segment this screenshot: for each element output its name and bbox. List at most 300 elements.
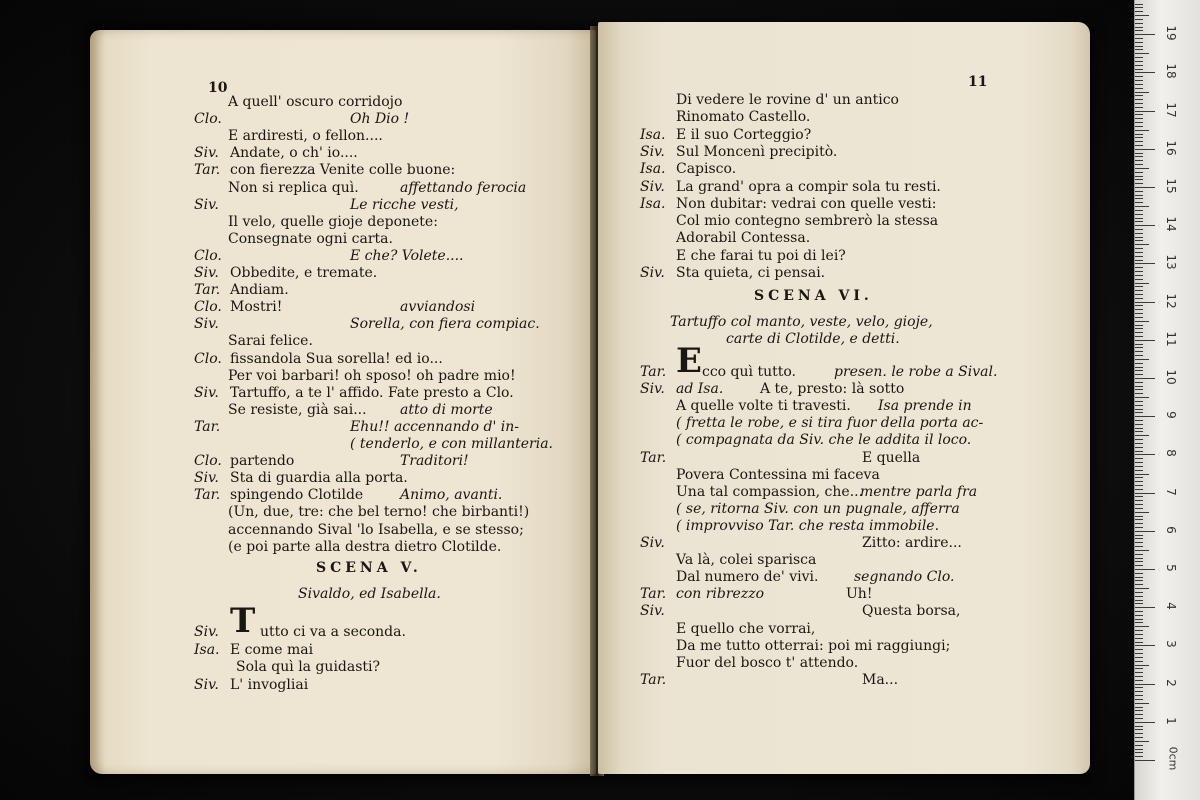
dialogue-line: Capisco. <box>676 161 737 178</box>
stage-direction: Zitto: ardire... <box>862 535 962 551</box>
ruler-tick <box>1135 470 1143 471</box>
ruler-tick <box>1135 19 1143 20</box>
dialogue-line: Il velo, quelle gioje deponete: <box>228 213 438 230</box>
ruler-number: 9 <box>1164 411 1178 419</box>
speaker-label: Clo. <box>194 247 222 264</box>
ruler-tick <box>1135 38 1143 39</box>
ruler-tick <box>1135 137 1143 138</box>
ruler-tick <box>1135 607 1155 608</box>
ruler-tick <box>1135 592 1143 593</box>
ruler-tick <box>1135 4 1143 5</box>
drop-cap: E <box>676 341 702 381</box>
ruler-tick <box>1135 642 1143 643</box>
scene-title: SCENA VI. <box>754 288 873 304</box>
dialogue-line: accennando Sival 'lo Isabella, e se stesso; <box>228 521 524 538</box>
ruler-tick <box>1135 500 1143 501</box>
ruler-tick <box>1135 53 1149 54</box>
ruler-tick <box>1135 267 1143 268</box>
ruler-number: 17 <box>1164 101 1178 118</box>
speaker-label: Tar. <box>194 162 221 179</box>
dialogue-line: A quelle volte ti travesti. <box>676 398 851 415</box>
dialogue-line: Mostri! <box>230 299 283 316</box>
ruler-number: 15 <box>1164 178 1178 194</box>
ruler-tick <box>1135 588 1149 589</box>
ruler-tick <box>1135 298 1143 299</box>
ruler-tick <box>1135 684 1155 685</box>
dialogue-line: (Un, due, tre: che bel terno! che birbanti!) <box>228 504 530 521</box>
ruler-tick <box>1135 49 1143 50</box>
stage-direction: mentre parla fra <box>860 483 978 500</box>
page-number: 10 <box>208 80 228 96</box>
ruler-tick <box>1135 114 1143 115</box>
dialogue-line: Non si replica quì. <box>228 179 359 196</box>
ruler-tick <box>1135 596 1143 597</box>
speaker-label: Tar. <box>194 418 221 435</box>
ruler-tick <box>1135 504 1143 505</box>
ruler-tick <box>1135 92 1149 93</box>
stage-direction: segnando Clo. <box>854 569 955 586</box>
ruler-tick <box>1135 401 1143 402</box>
ruler-tick <box>1135 752 1143 753</box>
ruler-tick <box>1135 428 1143 429</box>
dialogue-line: E quello che vorrai, <box>676 620 816 637</box>
ruler-tick <box>1135 351 1143 352</box>
ruler-tick <box>1135 531 1155 532</box>
ruler-tick <box>1135 611 1143 612</box>
ruler-tick <box>1135 546 1143 547</box>
ruler-tick <box>1135 382 1143 383</box>
ruler-number: 7 <box>1164 487 1178 496</box>
speaker-label: Isa. <box>640 126 666 143</box>
ruler-number: 12 <box>1164 292 1178 309</box>
ruler-number: 1 <box>1164 716 1178 725</box>
ruler-tick <box>1135 538 1143 539</box>
speaker-label: Siv. <box>194 316 219 333</box>
ruler-number: 19 <box>1164 25 1178 41</box>
dialogue-line: Andiam. <box>230 282 289 299</box>
dialogue-line: A quell' oscuro corridojo <box>228 94 403 110</box>
ruler-tick <box>1135 695 1143 696</box>
stage-direction: Animo, avanti. <box>400 487 503 504</box>
ruler-tick <box>1135 477 1143 478</box>
ruler-tick <box>1135 344 1143 345</box>
stage-direction: Sorella, con fiera compiac. <box>350 316 540 333</box>
ruler-tick <box>1135 340 1155 341</box>
dialogue-line: Va là, colei sparisca <box>676 552 817 569</box>
stage-direction: Isa prende in <box>878 398 972 415</box>
ruler-tick <box>1135 493 1155 494</box>
ruler-tick <box>1135 176 1143 177</box>
speaker-label: Clo. <box>194 111 222 128</box>
ruler-tick <box>1135 665 1149 666</box>
dialogue-line: ( improvviso Tar. che resta immobile. <box>676 517 940 534</box>
stage-direction: Oh Dio ! <box>350 111 410 128</box>
stage-direction: Le ricche vesti, <box>350 196 459 213</box>
ruler-tick <box>1135 749 1143 750</box>
ruler-tick <box>1135 634 1143 635</box>
dialogue-line: ( compagnata da Siv. che le addita il loco. <box>676 432 972 449</box>
speaker-label: Tar. <box>194 487 221 504</box>
ruler-tick <box>1135 336 1143 337</box>
speaker-label: Tar. <box>640 671 667 688</box>
ruler-tick <box>1135 420 1143 421</box>
ruler-tick <box>1135 707 1143 708</box>
speaker-label: Siv. <box>640 143 665 160</box>
ruler-tick <box>1135 657 1143 658</box>
ruler-tick <box>1135 535 1143 536</box>
dialogue-line: La grand' opra a compir sola tu resti. <box>676 178 941 195</box>
ruler-number: 11 <box>1164 331 1178 347</box>
stage-direction: affettando ferocia <box>400 179 527 196</box>
ruler-tick <box>1135 653 1143 654</box>
ruler-tick <box>1135 260 1143 261</box>
ruler-tick <box>1135 283 1149 284</box>
measuring-ruler <box>1134 0 1200 800</box>
ruler-tick <box>1135 718 1143 719</box>
dialogue-line: Di vedere le rovine d' un antico <box>676 92 899 108</box>
ruler-tick <box>1135 577 1143 578</box>
stage-direction: avviandosi <box>400 299 476 316</box>
ruler-tick <box>1135 99 1143 100</box>
ruler-tick <box>1135 107 1143 108</box>
ruler-tick <box>1135 134 1143 135</box>
ruler-tick <box>1135 149 1155 150</box>
ruler-number: 6 <box>1164 525 1178 534</box>
dialogue-line: Povera Contessina mi faceva <box>676 466 880 483</box>
dialogue-line: L' invogliai <box>230 676 309 693</box>
scene-cast-line-1: Tartuffo col manto, veste, velo, gioje, <box>670 314 933 330</box>
ruler-tick <box>1135 474 1149 475</box>
dialogue-line: partendo <box>230 453 295 470</box>
scene-cast-line-2: carte di Clotilde, e detti. <box>726 331 900 347</box>
dialogue-line: Sarai felice. <box>228 333 313 350</box>
ruler-tick <box>1135 332 1143 333</box>
ruler-tick <box>1135 27 1143 28</box>
dialogue-line: Sola quì la guidasti? <box>236 659 381 675</box>
ruler-tick <box>1135 584 1143 585</box>
ruler-tick <box>1135 34 1155 35</box>
ruler-tick <box>1135 615 1143 616</box>
ruler-tick <box>1135 156 1143 157</box>
ruler-tick <box>1135 279 1143 280</box>
ruler-tick <box>1135 645 1155 646</box>
dialogue-line: Per voi barbari! oh sposo! oh padre mio! <box>228 367 516 384</box>
stage-direction: Uh! <box>846 586 873 603</box>
ruler-tick <box>1135 7 1143 8</box>
stage-direction: E che? Volete.... <box>350 247 464 264</box>
ruler-tick <box>1135 451 1143 452</box>
ruler-tick <box>1135 691 1143 692</box>
ruler-tick <box>1135 393 1143 394</box>
speaker-label: Siv. <box>640 535 665 551</box>
ruler-tick <box>1135 710 1143 711</box>
ruler-tick <box>1135 703 1149 704</box>
dialogue-line: Andate, o ch' io.... <box>230 145 358 162</box>
ruler-tick <box>1135 328 1143 329</box>
ruler-tick <box>1135 111 1155 112</box>
page-number: 11 <box>968 74 988 90</box>
ruler-number: 8 <box>1164 449 1178 458</box>
ruler-tick <box>1135 153 1143 154</box>
ruler-number: 14 <box>1164 216 1178 232</box>
ruler-number: 4 <box>1164 602 1178 610</box>
ruler-tick <box>1135 558 1143 559</box>
ruler-tick <box>1135 733 1143 734</box>
ruler-tick <box>1135 76 1143 77</box>
speaker-label: Isa. <box>640 195 666 212</box>
ruler-tick <box>1135 294 1143 295</box>
ruler-tick <box>1135 378 1155 379</box>
ruler-tick <box>1135 80 1143 81</box>
ruler-tick <box>1135 424 1143 425</box>
ruler-tick <box>1135 573 1143 574</box>
speaker-label: Tar. <box>640 586 667 603</box>
ruler-tick <box>1135 409 1143 410</box>
ruler-tick <box>1135 15 1149 16</box>
ruler-tick <box>1135 88 1143 89</box>
dialogue-line: Da me tutto otterrai: poi mi raggiungi; <box>676 637 951 654</box>
ruler-tick <box>1135 221 1143 222</box>
dialogue-line: Sul Moncenì precipitò. <box>676 143 838 160</box>
dialogue-line: ad Isa. <box>676 381 724 398</box>
speaker-label: Siv. <box>640 265 665 281</box>
ruler-tick <box>1135 680 1143 681</box>
stage-direction: atto di morte <box>400 401 493 418</box>
ruler-tick <box>1135 233 1143 234</box>
ruler-tick <box>1135 542 1143 543</box>
dialogue-line: con fierezza Venite colle buone: <box>230 162 456 179</box>
ruler-tick <box>1135 600 1143 601</box>
speaker-label: Tar. <box>640 449 667 466</box>
ruler-tick <box>1135 237 1143 238</box>
ruler-tick <box>1135 454 1155 455</box>
stage-direction: E quella <box>862 449 921 466</box>
ruler-tick <box>1135 386 1143 387</box>
ruler-tick <box>1135 496 1143 497</box>
ruler-tick <box>1135 431 1143 432</box>
dialogue-line: (e poi parte alla destra dietro Clotilde. <box>228 538 502 555</box>
dialogue-line: Una tal compassion, che... <box>676 483 864 500</box>
ruler-tick <box>1135 745 1143 746</box>
ruler-tick <box>1135 626 1149 627</box>
dialogue-line: fissandola Sua sorella! ed io... <box>230 350 443 367</box>
speaker-label: Siv. <box>640 603 665 620</box>
ruler-tick <box>1135 516 1143 517</box>
dialogue-line: E come mai <box>230 641 314 658</box>
speaker-label: Clo. <box>194 453 222 470</box>
ruler-tick <box>1135 160 1143 161</box>
ruler-tick <box>1135 756 1143 757</box>
ruler-tick <box>1135 355 1143 356</box>
speaker-label: Clo. <box>194 299 222 316</box>
speaker-label: Siv. <box>194 624 219 640</box>
ruler-tick <box>1135 72 1155 73</box>
speaker-label: Siv. <box>194 384 219 401</box>
ruler-tick <box>1135 687 1143 688</box>
ruler-tick <box>1135 325 1143 326</box>
ruler-tick <box>1135 130 1149 131</box>
ruler-unit-label: 0cm <box>1166 746 1180 771</box>
ruler-tick <box>1135 191 1143 192</box>
ruler-tick <box>1135 69 1143 70</box>
ruler-tick <box>1135 370 1143 371</box>
speaker-label: Isa. <box>640 161 666 178</box>
ruler-tick <box>1135 126 1143 127</box>
dialogue-line: utto ci va a seconda. <box>260 624 406 640</box>
speaker-label: Siv. <box>194 265 219 281</box>
ruler-tick <box>1135 11 1143 12</box>
ruler-tick <box>1135 271 1143 272</box>
ruler-number: 3 <box>1164 640 1178 649</box>
ruler-tick <box>1135 447 1143 448</box>
ruler-tick <box>1135 619 1143 620</box>
dialogue-line: E il suo Corteggio? <box>676 126 812 143</box>
ruler-tick <box>1135 580 1143 581</box>
speaker-label: Siv. <box>640 178 665 195</box>
ruler-tick <box>1135 374 1143 375</box>
ruler-tick <box>1135 519 1143 520</box>
ruler-tick <box>1135 290 1143 291</box>
ruler-tick <box>1135 240 1143 241</box>
dialogue-line: con ribrezzo <box>676 586 765 603</box>
ruler-tick <box>1135 183 1143 184</box>
scene-title: SCENA V. <box>316 560 422 576</box>
ruler-tick <box>1135 443 1143 444</box>
ruler-tick <box>1135 363 1143 364</box>
ruler-tick <box>1135 145 1143 146</box>
ruler-tick <box>1135 244 1149 245</box>
ruler-tick <box>1135 65 1143 66</box>
ruler-tick <box>1135 206 1149 207</box>
ruler-tick <box>1135 630 1143 631</box>
ruler-tick <box>1135 726 1143 727</box>
ruler-tick <box>1135 302 1155 303</box>
dialogue-line: Sta di guardia alla porta. <box>230 470 408 487</box>
ruler-tick <box>1135 760 1155 761</box>
ruler-tick <box>1135 397 1149 398</box>
speaker-label: Siv. <box>194 676 219 693</box>
ruler-tick <box>1135 225 1155 226</box>
ruler-tick <box>1135 729 1143 730</box>
ruler-tick <box>1135 252 1143 253</box>
dialogue-line: ( se, ritorna Siv. con un pugnale, afferra <box>676 500 960 517</box>
ruler-tick <box>1135 263 1155 264</box>
ruler-tick <box>1135 122 1143 123</box>
ruler-tick <box>1135 95 1143 96</box>
ruler-tick <box>1135 405 1143 406</box>
ruler-tick <box>1135 198 1143 199</box>
dialogue-line: Non dubitar: vedrai con quelle vesti: <box>676 195 937 212</box>
ruler-tick <box>1135 714 1143 715</box>
ruler-tick <box>1135 661 1143 662</box>
ruler-tick <box>1135 305 1143 306</box>
stage-direction: Ma... <box>862 671 899 688</box>
dialogue-line: ( fretta le robe, e si tira fuor della porta ac- <box>676 415 984 432</box>
stage-direction: Questa borsa, <box>862 603 961 620</box>
stage-direction: presen. le robe a Sival. <box>834 364 998 380</box>
ruler-tick <box>1135 30 1143 31</box>
speaker-label: Tar. <box>640 364 667 380</box>
dialogue-line: Adorabil Contessa. <box>676 230 811 247</box>
ruler-tick <box>1135 676 1143 677</box>
ruler-tick <box>1135 172 1143 173</box>
ruler-tick <box>1135 412 1143 413</box>
speaker-label: Isa. <box>194 641 220 658</box>
ruler-tick <box>1135 313 1143 314</box>
ruler-tick <box>1135 649 1143 650</box>
ruler-tick <box>1135 367 1143 368</box>
dialogue-line: Col mio contegno sembrerò la stessa <box>676 213 939 230</box>
stage-direction: Traditori! <box>400 453 469 470</box>
ruler-tick <box>1135 569 1155 570</box>
ruler-tick <box>1135 359 1149 360</box>
stage-direction: Ehu!! accennando d' in- <box>350 418 519 435</box>
ruler-tick <box>1135 527 1143 528</box>
ruler-tick <box>1135 218 1143 219</box>
dialogue-line: cco quì tutto. <box>702 364 796 380</box>
dialogue-line: Tartuffo, a te l' affido. Fate presto a Clo. <box>230 384 514 401</box>
stage-direction: A te, presto: là sotto <box>760 381 905 398</box>
ruler-tick <box>1135 168 1149 169</box>
ruler-tick <box>1135 489 1143 490</box>
ruler-tick <box>1135 317 1143 318</box>
ruler-tick <box>1135 187 1155 188</box>
ruler-tick <box>1135 435 1149 436</box>
drop-cap: T <box>230 601 256 641</box>
ruler-number: 16 <box>1164 140 1178 156</box>
ruler-tick <box>1135 256 1143 257</box>
ruler-tick <box>1135 321 1149 322</box>
ruler-tick <box>1135 481 1143 482</box>
ruler-tick <box>1135 466 1143 467</box>
dialogue-line: E ardiresti, o fellon.... <box>228 128 383 145</box>
ruler-number: 18 <box>1164 63 1178 80</box>
ruler-tick <box>1135 61 1143 62</box>
ruler-tick <box>1135 389 1143 390</box>
ruler-tick <box>1135 699 1143 700</box>
ruler-tick <box>1135 603 1143 604</box>
ruler-number: 13 <box>1164 254 1178 271</box>
ruler-number: 5 <box>1164 564 1178 572</box>
ruler-tick <box>1135 103 1143 104</box>
ruler-tick <box>1135 229 1143 230</box>
ruler-tick <box>1135 668 1143 669</box>
ruler-tick <box>1135 179 1143 180</box>
ruler-tick <box>1135 458 1143 459</box>
ruler-tick <box>1135 164 1143 165</box>
ruler-number: 10 <box>1164 369 1178 385</box>
ruler-tick <box>1135 214 1143 215</box>
ruler-tick <box>1135 741 1149 742</box>
dialogue-line: Obbedite, e tremate. <box>230 265 378 281</box>
left-page <box>90 30 596 774</box>
ruler-tick <box>1135 286 1143 287</box>
speaker-label: Clo. <box>194 350 222 367</box>
ruler-number: 2 <box>1164 678 1178 687</box>
ruler-tick <box>1135 462 1143 463</box>
ruler-tick <box>1135 195 1143 196</box>
ruler-tick <box>1135 416 1155 417</box>
dialogue-line: Consegnate ogni carta. <box>228 230 393 247</box>
speaker-label: Siv. <box>194 145 219 162</box>
scene-cast: Sivaldo, ed Isabella. <box>298 586 441 602</box>
ruler-tick <box>1135 554 1143 555</box>
ruler-tick <box>1135 439 1143 440</box>
ruler-tick <box>1135 523 1143 524</box>
ruler-tick <box>1135 141 1143 142</box>
ruler-tick <box>1135 722 1155 723</box>
dialogue-line: Rinomato Castello. <box>676 109 811 126</box>
